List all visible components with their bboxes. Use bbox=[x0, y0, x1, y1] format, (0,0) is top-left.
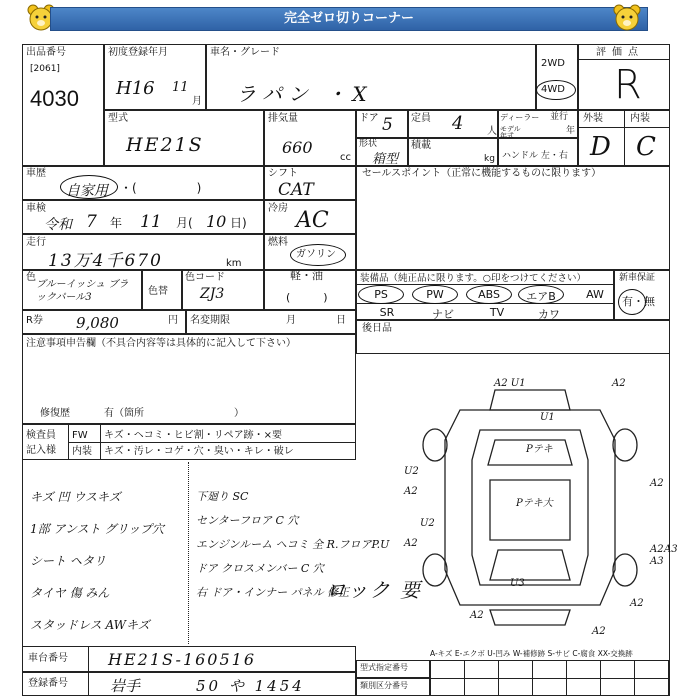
damage-mark: A2 bbox=[470, 610, 484, 621]
damage-mark: Pテキ大 bbox=[516, 498, 553, 509]
recycle-unit: 円 bbox=[168, 315, 178, 326]
equipment-option: エアB bbox=[526, 290, 556, 303]
fuel-circle bbox=[290, 244, 346, 266]
vehicle-use-paren: ・( ) bbox=[120, 181, 202, 195]
inspection-day-unit: 日) bbox=[230, 216, 247, 230]
inspection-month: 11 bbox=[140, 212, 162, 232]
handle-label: ハンドル 左・右 bbox=[502, 151, 568, 161]
damage-mark: A2 bbox=[630, 598, 644, 609]
damage-mark: A2 bbox=[404, 486, 418, 497]
doors-value: 5 bbox=[382, 115, 393, 135]
first-reg-month: 11 bbox=[172, 80, 189, 95]
equipment-circle bbox=[358, 285, 404, 304]
divider bbox=[68, 442, 356, 443]
damage-mark: U3 bbox=[510, 578, 525, 589]
lot-label: 出品番号 bbox=[26, 47, 66, 58]
chassis-value: HE21S-160516 bbox=[108, 650, 257, 669]
capacity-label: 定員 bbox=[411, 113, 431, 124]
shift-label: シフト bbox=[268, 168, 298, 179]
divider bbox=[68, 424, 69, 460]
shape-label: 形状 bbox=[359, 139, 378, 149]
damage-mark: A2 bbox=[650, 478, 664, 489]
divider bbox=[624, 110, 625, 166]
load-unit: kg bbox=[484, 154, 495, 164]
car-name-value: ラパン ・X bbox=[236, 82, 373, 106]
comment-line: ドア クロスメンバー C 穴 bbox=[196, 562, 324, 575]
type-designation-label: 型式指定番号 bbox=[360, 663, 408, 672]
damage-mark: Pテキ bbox=[526, 444, 553, 455]
comment-line: タイヤ 傷 みん bbox=[30, 586, 110, 600]
color-change-label: 色替 bbox=[148, 286, 168, 297]
equipment-option: ナビ bbox=[432, 308, 454, 321]
notes-label: 注意事項申告欄（不具合内容等は具体的に記入して下さい） bbox=[26, 338, 296, 349]
displacement-label: 排気量 bbox=[268, 113, 298, 124]
mileage-unit: km bbox=[226, 258, 242, 269]
drive-cell bbox=[536, 44, 578, 110]
ext-label: 外装 bbox=[583, 113, 603, 124]
damage-mark: U2 bbox=[404, 466, 419, 477]
inspection-year: 7 bbox=[86, 212, 97, 232]
mileage-label: 走行 bbox=[26, 237, 46, 248]
comment-line: キズ 凹 ウスキズ bbox=[30, 490, 121, 504]
lot-sub: [2061] bbox=[30, 64, 60, 74]
vehicle-use-label: 車歴 bbox=[26, 168, 46, 179]
int-label: 内装 bbox=[630, 113, 650, 124]
divider bbox=[188, 462, 189, 644]
back-seat-cell bbox=[356, 320, 670, 354]
equipment-option: ABS bbox=[478, 288, 500, 301]
damage-mark: A3 bbox=[664, 544, 678, 555]
name-change-label: 名変期限 bbox=[190, 315, 230, 326]
damage-mark: A2 U1 bbox=[494, 378, 526, 389]
damage-mark: A3 bbox=[650, 556, 664, 567]
chassis-label: 車台番号 bbox=[28, 653, 68, 664]
first-reg-unit: 月 bbox=[192, 96, 202, 107]
color-label: 色 bbox=[26, 272, 36, 283]
first-reg-value: H16 bbox=[116, 78, 155, 99]
new-car-label: 新車保証 bbox=[619, 273, 656, 283]
model-label: 型式 bbox=[108, 113, 128, 124]
damage-mark: U2 bbox=[420, 518, 435, 529]
inspector-interior: 内装 bbox=[72, 446, 92, 457]
diagram-legend: A-キズ E-エクボ U-凹み W-補修跡 S-サビ C-腐食 XX-交換跡 bbox=[430, 649, 633, 658]
lot-number: 4030 bbox=[30, 86, 79, 111]
new-car-circle bbox=[618, 289, 646, 315]
equipment-option: PW bbox=[426, 288, 444, 301]
drive-2wd: 2WD bbox=[541, 58, 565, 69]
color-value: ブルーイッシュ ブラックパール3 bbox=[36, 279, 129, 303]
inspector-interior-options: キズ・汚レ・コゲ・穴・臭い・キレ・破レ bbox=[104, 446, 294, 457]
inspector-label1: 検査員 bbox=[26, 430, 56, 441]
lock-note: ロック 要 bbox=[326, 578, 422, 602]
doors-label: ドア bbox=[359, 113, 379, 124]
equipment-circle bbox=[518, 285, 564, 304]
damage-mark: A2 bbox=[612, 378, 626, 389]
comment-line: シート ヘタリ bbox=[30, 554, 106, 568]
equipment-option: PS bbox=[374, 288, 388, 301]
vehicle-use-circle bbox=[60, 175, 118, 199]
color-code-value: ZJ3 bbox=[200, 286, 225, 302]
new-car-opt: 有・無 bbox=[622, 295, 655, 308]
divider bbox=[100, 424, 101, 460]
fuel-value: ガソリン bbox=[296, 249, 336, 260]
equipment-option: カワ bbox=[538, 308, 560, 321]
damage-mark: U1 bbox=[540, 412, 555, 423]
inspection-month-unit: 月( bbox=[176, 216, 193, 230]
inspection-label: 車検 bbox=[26, 203, 46, 214]
name-change-month: 月 bbox=[286, 315, 296, 326]
name-change-day: 日 bbox=[336, 315, 346, 326]
aircon-value: AC bbox=[296, 208, 329, 233]
equipment-label: 装備品（純正品に限ります。○印をつけてください） bbox=[360, 273, 587, 284]
fuel-other: 軽・油 bbox=[290, 269, 323, 282]
aircon-label: 冷房 bbox=[268, 203, 288, 214]
comment-line: 1部 アンスト グリップ穴 bbox=[30, 522, 164, 536]
displacement-unit: cc bbox=[340, 152, 351, 163]
bear-mascot-icon bbox=[612, 3, 642, 33]
damage-mark: A2 bbox=[650, 544, 664, 555]
score-value: R bbox=[614, 62, 642, 108]
car-name-label: 車名・グレード bbox=[210, 47, 280, 58]
repair-label: 修復歴 bbox=[40, 408, 70, 419]
comment-line: エンジンルーム ヘコミ 全 R.フロアP.U bbox=[196, 538, 390, 551]
inspection-day: 10 bbox=[206, 212, 227, 231]
shift-value: CAT bbox=[278, 180, 314, 200]
equipment-circle bbox=[412, 285, 458, 304]
dealer-label: ディーラー bbox=[500, 113, 540, 122]
fuel-label: 燃料 bbox=[268, 237, 288, 248]
displacement-value: 660 bbox=[282, 138, 313, 157]
recycle-value: 9,080 bbox=[76, 314, 119, 332]
ext-value: D bbox=[590, 132, 611, 162]
vehicle-use-value: 自家用 bbox=[66, 183, 108, 199]
capacity-unit: 人 bbox=[487, 126, 497, 137]
inspector-label2: 記入様 bbox=[26, 445, 56, 456]
model-year-label2: 年式 bbox=[500, 132, 514, 140]
category-label: 類別区分番号 bbox=[360, 681, 408, 690]
damage-mark: A2 bbox=[404, 538, 418, 549]
inspector-fw-options: キズ・ヘコミ・ヒビ割・リペア跡・×要 bbox=[104, 430, 282, 441]
divider bbox=[430, 678, 670, 679]
registration-cell bbox=[22, 672, 356, 696]
equipment-option: AW bbox=[586, 288, 604, 301]
banner-title: 完全ゼロ切りコーナー bbox=[50, 7, 648, 31]
damage-mark: A2 bbox=[592, 626, 606, 637]
banner bbox=[0, 0, 700, 36]
repair-value: 有（箇所 ） bbox=[104, 408, 244, 419]
drive-selected-circle bbox=[536, 80, 576, 100]
score-label: 評価点 bbox=[596, 47, 644, 58]
dealer-opt: 並行 bbox=[550, 112, 569, 122]
first-reg-label: 初度登録年月 bbox=[108, 47, 168, 58]
divider bbox=[578, 59, 670, 60]
shape-value: 箱型 bbox=[372, 152, 399, 167]
color-code-label: 色コード bbox=[185, 272, 225, 283]
load-label: 積載 bbox=[411, 140, 431, 151]
registration-label: 登録番号 bbox=[28, 678, 68, 689]
registration-value: 50 や 1454 bbox=[196, 677, 305, 695]
inspector-fw: FW bbox=[72, 430, 88, 441]
comment-line: 右 ドア・インナー パネル 修正 bbox=[196, 586, 350, 599]
back-seat-label: 後日品 bbox=[362, 323, 392, 334]
inspection-era: 令和 bbox=[44, 217, 72, 233]
model-value: HE21S bbox=[126, 134, 204, 156]
inspection-year-unit: 年 bbox=[110, 216, 123, 230]
sales-point-cell bbox=[356, 166, 670, 270]
drive-4wd: 4WD bbox=[541, 84, 565, 95]
fuel-other-cell bbox=[264, 270, 356, 310]
comment-line: 下廻り SC bbox=[196, 490, 249, 503]
registration-region: 岩手 bbox=[110, 677, 141, 695]
model-year-unit: 年 bbox=[566, 126, 576, 136]
model-year-label1: モデル bbox=[500, 125, 521, 133]
int-value: C bbox=[636, 132, 656, 162]
equipment-option: SR bbox=[379, 306, 395, 319]
fuel-paren: ( ) bbox=[286, 291, 328, 304]
capacity-value: 4 bbox=[452, 113, 464, 134]
comment-line: センターフロア C 穴 bbox=[196, 514, 299, 527]
equipment-circle bbox=[466, 285, 512, 304]
equipment-option: TV bbox=[489, 306, 505, 319]
comment-line: スタッドレス AWキズ bbox=[30, 618, 150, 632]
recycle-label: R券 bbox=[26, 315, 43, 326]
mileage-value: 13万4千670 bbox=[48, 251, 163, 271]
sales-point-label: セールスポイント（正常に機能するものに限ります） bbox=[362, 168, 602, 179]
